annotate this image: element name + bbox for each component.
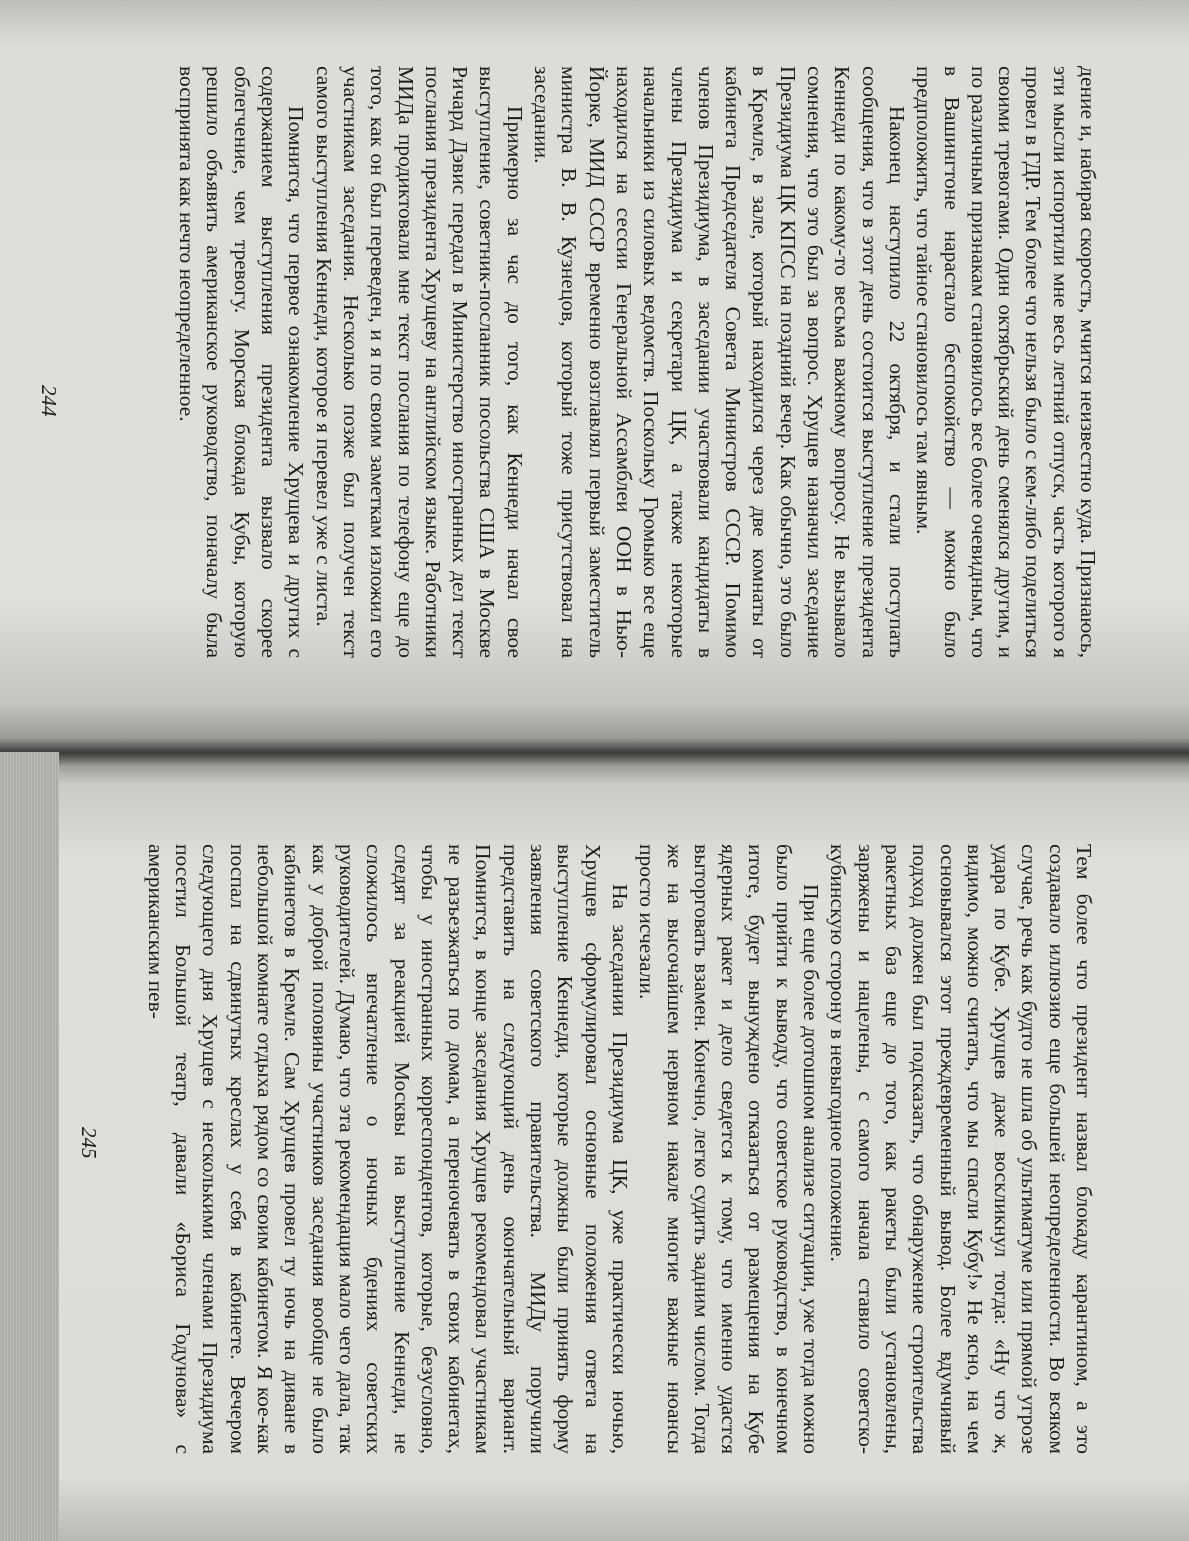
paragraph: Наконец наступило 22 октября, и стали поступать сообщения, что в этот день состоится выступление президента Кеннеди по какому-то весьма важному вопросу. Не вызывало сомнения, что это был за вопрос. Хрущев назначил заседание Президиума ЦК КПСС на поздний вечер. Как обычно, это было в Кремле, в зале, который находился через две комнаты от кабинета Председателя Совета Министров СССР. Помимо членов Президиума, в заседании участвовали кандидаты в члены Президиума и секретари ЦК, а также некоторые начальники из силовых ведомств. Поскольку Громыко все еще находился на сессии Генеральной Ассамблеи ООН в Нью-Йорке, МИД СССР временно возглавлял первый заместитель министра В. В. Кузнецов, который тоже присутствовал на заседании. — [530, 66, 909, 658]
page-block-edge — [0, 752, 59, 1541]
paragraph: Помнится, что первое ознакомление Хрущева и других с содержанием выступления президента вызвало скорее облегчение, чем тревогу. Морская блокада Кубы, которую решило объявить американское руководство, поначалу была воспринята как нечто неопределенное. — [175, 66, 309, 658]
paragraph: На заседании Президиума ЦК, уже практически ночью, Хрущев сформулировал основные положения ответа на выступление Кеннеди, которые должны были принять форму заявления советского правительства. МИДу поручили представить на следующий день окончательный вариант. Помнится, в конце заседания Хрущев рекомендовал участникам не разъезжаться по домам, а переночевать в своих кабинетах, чтобы у иностранных корреспондентов, которые, безусловно, следят за реакцией Москвы на выступление Кеннеди, не сложилось впечатление о ночных бдениях советских руководителей. Думаю, что эта рекомендация мало чего дала, так как у доброй половины участников заседания вообще не было кабинетов в Кремле. Сам Хрущев провел ту ночь на диване в небольшой комнате отдыха рядом со своим кабинетом. Я кое-как поспал на сдвинутых креслах у себя в кабинете. Вечером следующего дня Хрущев с несколькими членами Президиума посетил Большой театр, давали «Бориса Годунова» с американским пев- — [143, 844, 632, 1454]
right-page-text — [142, 844, 1097, 1454]
right-page — [0, 752, 1189, 1541]
book-gutter-shadow — [0, 738, 1189, 766]
paragraph: Тем более что президент назвал блокаду карантином, а это создавало иллюзию еще большей неопределенности. Во всяком случае, речь как будто не шла об ультиматуме или прямой угрозе удара по Кубе. Хрущев даже воскликнул тогда: «Ну что ж, видимо, можно считать, что мы спасли Кубу!» Не ясно, на чем основывался этот преждевременный вывод. Более вдумчивый подход должен был подсказать, что обнаружение строительства ракетных баз еще до того, как ракеты были установлены, заряжены и нацелены, с самого начала ставило советско-кубинскую сторону в невыгодное положение. — [826, 844, 1096, 1454]
page-number: 245 — [77, 1127, 101, 1159]
left-page-text — [173, 66, 1101, 658]
paragraph: Примерно за час до того, как Кеннеди начал свое выступление, советник-посланник посольства США в Москве Ричард Дэвис передал в Министерство иностранных дел текст послания президента Хрущеву на английском языке. Работники МИДа продиктовали мне текст послания по телефону еще до того, как он был переведен, и я по своим заметкам изложил его участникам заседания. Несколько позже был получен текст самого выступления Кеннеди, которое я перевел уже с листа. — [311, 66, 527, 658]
paragraph: дение и, набирая скорость, мчится неизвестно куда. Признаюсь, эти мысли испортили мне весь летний отпуск, часть которого я провел в ГДР. Тем более что нельзя было с кем-либо поделиться своими тревогами. Один октябрьский день сменялся другим, и по различным признакам становилось все более очевидным, что в Вашингтоне нарастало беспокойство — можно было предположить, что тайное становилось там явным. — [912, 66, 1100, 658]
left-page — [0, 0, 1189, 748]
paragraph: При еще более дотошном анализе ситуации, уже тогда можно было прийти к выводу, что советское руководство, в конечном итоге, будет вынуждено отказаться от размещения на Кубе ядерных ракет и дело сведется к тому, что именно удастся выторговать взамен. Конечно, легко судить задним числом. Тогда же на высочайшем нервном накале многие важные нюансы просто исчезали. — [635, 844, 824, 1454]
page-number: 244 — [37, 385, 61, 417]
